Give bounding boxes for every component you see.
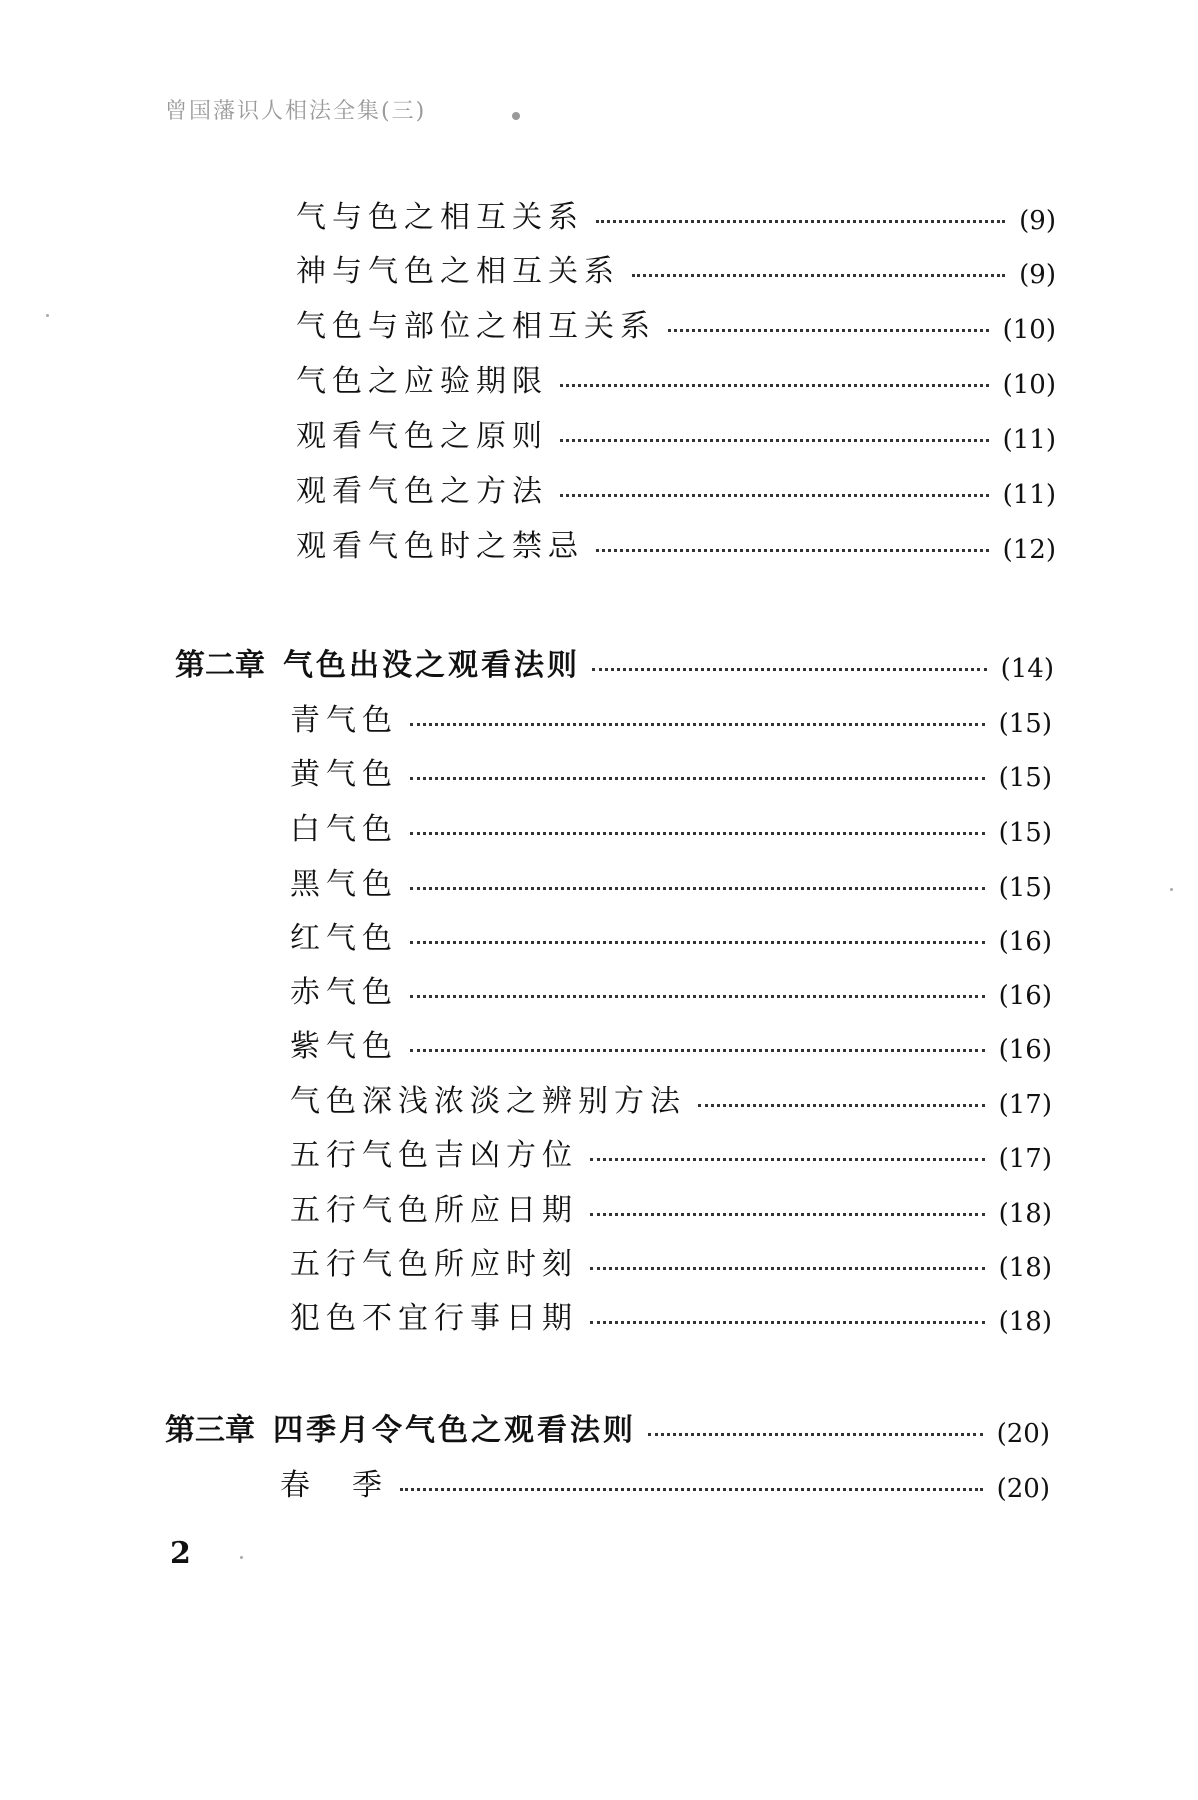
toc-entry[interactable] — [290, 1128, 1052, 1176]
toc-entry-page: (16) — [998, 1035, 1052, 1065]
toc-entry[interactable] — [296, 519, 1056, 567]
toc-entry-page: (11) — [1002, 425, 1056, 455]
toc-entry-title: 气色深浅浓淡之辨别方法 — [290, 1084, 686, 1119]
toc-entry-page: (15) — [998, 709, 1052, 739]
toc-entry-title: 春 季 — [280, 1468, 388, 1503]
toc-entry-page: (15) — [998, 818, 1052, 848]
toc-entry[interactable] — [290, 1291, 1052, 1339]
toc-entry-title: 观看气色之原则 — [296, 419, 548, 454]
toc-entry-page: (9) — [1019, 260, 1056, 290]
toc-entry[interactable] — [290, 747, 1052, 795]
leader-dots — [590, 1158, 985, 1161]
toc-entry[interactable] — [290, 1074, 1052, 1122]
leader-dots — [648, 1433, 983, 1436]
toc-entry[interactable] — [290, 1183, 1052, 1231]
chapter-number: 第二章 — [175, 648, 265, 683]
chapter-page: (20) — [996, 1419, 1050, 1449]
toc-entry-page: (16) — [998, 981, 1052, 1011]
leader-dots — [410, 887, 985, 890]
leader-dots — [560, 494, 989, 497]
leader-dots — [668, 329, 989, 332]
toc-entry-page: (15) — [998, 873, 1052, 903]
toc-entry[interactable] — [280, 1458, 1050, 1506]
toc-entry-page: (17) — [998, 1090, 1052, 1120]
toc-entry[interactable] — [296, 299, 1056, 347]
leader-dots — [560, 384, 989, 387]
toc-entry[interactable] — [290, 693, 1052, 741]
toc-entry[interactable] — [290, 857, 1052, 905]
toc-entry[interactable] — [296, 354, 1056, 402]
leader-dots — [410, 723, 985, 726]
leader-dots — [596, 549, 989, 552]
scan-speck — [46, 314, 49, 317]
leader-dots — [410, 777, 985, 780]
chapter-number: 第三章 — [165, 1413, 255, 1448]
toc-entry-page: (15) — [998, 763, 1052, 793]
leader-dots — [592, 668, 987, 671]
toc-entry-title: 五行气色吉凶方位 — [290, 1138, 578, 1173]
toc-entry-page: (12) — [1002, 535, 1056, 565]
toc-entry-title: 白气色 — [290, 812, 398, 847]
toc-entry-page: (17) — [998, 1144, 1052, 1174]
chapter-page: (14) — [1000, 654, 1054, 684]
leader-dots — [596, 220, 1005, 223]
leader-dots — [410, 941, 985, 944]
chapter-heading[interactable] — [165, 1403, 1050, 1451]
toc-entry-page: (10) — [1002, 315, 1056, 345]
toc-entry[interactable] — [296, 464, 1056, 512]
chapter-title: 四季月令气色之观看法则 — [273, 1413, 636, 1448]
toc-entry[interactable] — [296, 244, 1056, 292]
toc-entry-title: 五行气色所应时刻 — [290, 1247, 578, 1282]
toc-entry[interactable] — [290, 1019, 1052, 1067]
toc-entry-title: 黄气色 — [290, 757, 398, 792]
toc-entry-title: 观看气色之方法 — [296, 474, 548, 509]
toc-entry-page: (10) — [1002, 370, 1056, 400]
toc-entry-title: 赤气色 — [290, 975, 398, 1010]
scan-speck — [240, 1556, 243, 1559]
toc-entry-page: (18) — [998, 1199, 1052, 1229]
chapter-heading[interactable] — [175, 638, 1054, 686]
toc-entry-page: (18) — [998, 1307, 1052, 1337]
leader-dots — [590, 1213, 985, 1216]
toc-entry-page: (9) — [1019, 206, 1056, 236]
toc-entry-title: 青气色 — [290, 703, 398, 738]
leader-dots — [698, 1104, 985, 1107]
leader-dots — [560, 439, 989, 442]
toc-entry-title: 气色之应验期限 — [296, 364, 548, 399]
leader-dots — [632, 274, 1005, 277]
toc-entry-page: (20) — [996, 1474, 1050, 1504]
leader-dots — [410, 995, 985, 998]
scan-speck — [1170, 888, 1173, 891]
toc-entry-title: 观看气色时之禁忌 — [296, 529, 584, 564]
toc-entry[interactable] — [290, 911, 1052, 959]
toc-entry[interactable] — [296, 409, 1056, 457]
toc-entry-page: (16) — [998, 927, 1052, 957]
toc-entry[interactable] — [290, 1237, 1052, 1285]
toc-entry[interactable] — [290, 965, 1052, 1013]
toc-entry-title: 红气色 — [290, 921, 398, 956]
toc-entry[interactable] — [296, 190, 1056, 238]
leader-dots — [410, 832, 985, 835]
chapter-title: 气色出没之观看法则 — [283, 648, 580, 683]
toc-entry-title: 紫气色 — [290, 1029, 398, 1064]
running-header: 曾国藩识人相法全集(三) — [165, 99, 427, 124]
leader-dots — [400, 1488, 983, 1491]
toc-entry-title: 黑气色 — [290, 867, 398, 902]
leader-dots — [590, 1321, 985, 1324]
page-number: 2 — [170, 1536, 191, 1571]
toc-entry-title: 犯色不宜行事日期 — [290, 1301, 578, 1336]
toc-entry-page: (18) — [998, 1253, 1052, 1283]
toc-entry[interactable] — [290, 802, 1052, 850]
toc-entry-title: 五行气色所应日期 — [290, 1193, 578, 1228]
toc-entry-title: 气与色之相互关系 — [296, 200, 584, 235]
toc-entry-title: 气色与部位之相互关系 — [296, 309, 656, 344]
toc-entry-page: (11) — [1002, 480, 1056, 510]
toc-entry-title: 神与气色之相互关系 — [296, 254, 620, 289]
leader-dots — [410, 1049, 985, 1052]
leader-dots — [590, 1267, 985, 1270]
